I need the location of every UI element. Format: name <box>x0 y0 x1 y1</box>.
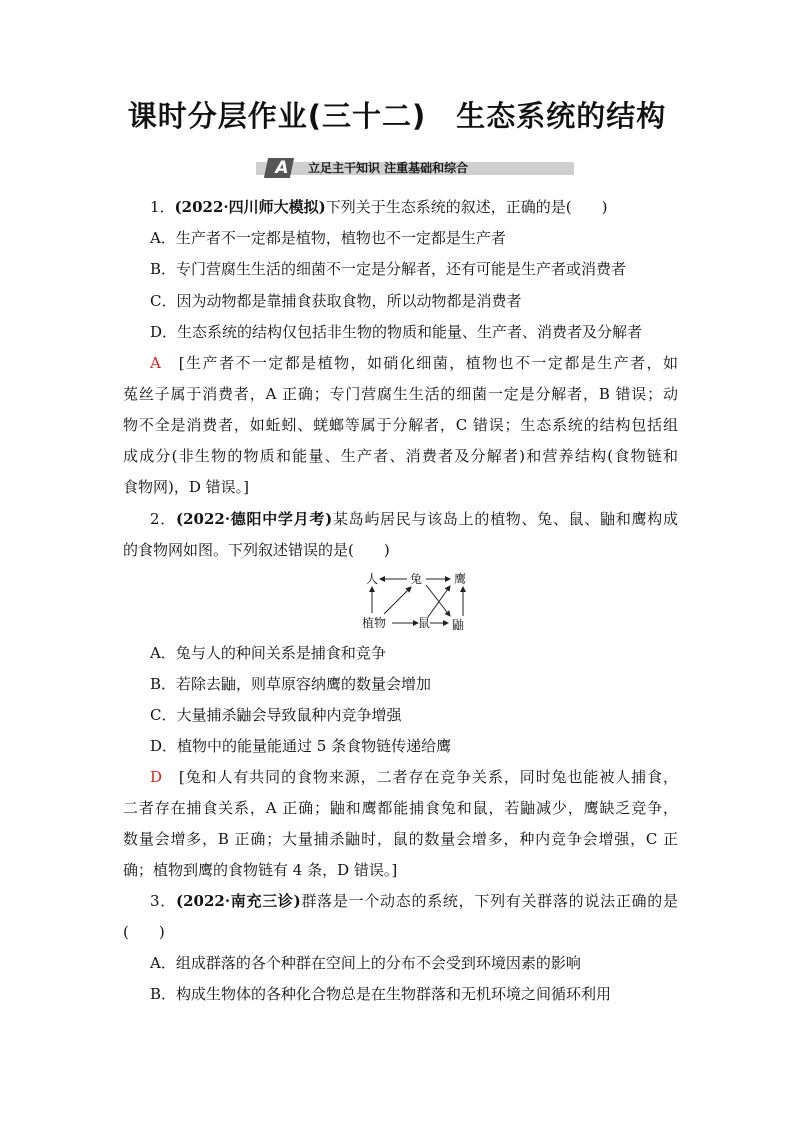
q1-explanation-line: 食物网)，D 错误。] <box>123 478 249 496</box>
banner-text: 立足主干知识 注重基础和综合 <box>308 161 469 175</box>
q1-explanation-line: 物不全是消费者，如蚯蚓、蜣螂等属于分解者，C 错误；生态系统的结构包括组 <box>123 416 678 434</box>
node-weasel: 鼬 <box>452 618 465 632</box>
q3-source: (2022·南充三诊) <box>175 892 301 910</box>
q1-stem: 1．(2022·四川师大模拟)下列关于生态系统的叙述，正确的是( ) <box>150 198 608 216</box>
q2-option-a: A．兔与人的种间关系是捕食和竞争 <box>150 644 386 662</box>
q2-option-d: D．植物中的能量能通过 5 条食物链传递给鹰 <box>150 737 452 755</box>
q2-stem: 2．(2022·德阳中学月考)某岛屿居民与该岛上的植物、兔、鼠、鼬和鹰构成 <box>150 510 678 528</box>
q2-stem-cont: 的食物网如图。下列叙述错误的是( ) <box>123 541 390 559</box>
food-web-diagram <box>362 570 470 632</box>
q1-explanation-line: 成成分(非生物的物质和能量、生产者、消费者及分解者)和营养结构(食物链和 <box>123 447 678 465</box>
node-human: 人 <box>366 572 379 586</box>
node-plant: 植物 <box>362 616 387 630</box>
q3-stem-cont: ( ) <box>123 923 165 941</box>
node-hawk: 鹰 <box>454 572 467 586</box>
q1-option-a: A．生产者不一定都是植物，植物也不一定都是生产者 <box>150 229 506 247</box>
q1-answer: A <box>150 354 161 372</box>
node-rabbit: 兔 <box>410 572 423 586</box>
q2-explanation-line: 二者存在捕食关系，A 正确；鼬和鹰都能捕食兔和鼠，若鼬减少，鹰缺乏竞争， <box>123 799 678 817</box>
section-banner <box>256 158 574 178</box>
q2-source: (2022·德阳中学月考) <box>175 510 333 528</box>
title-main: 课时分层作业(三十二) <box>127 99 427 133</box>
q3-stem: 3．(2022·南充三诊)群落是一个动态的系统，下列有关群落的说法正确的是 <box>150 892 678 910</box>
page-title <box>0 94 794 135</box>
title-topic: 生态系统的结构 <box>456 99 667 133</box>
q1-option-d: D．生态系统的结构仅包括非生物的物质和能量、生产者、消费者及分解者 <box>150 323 643 341</box>
q1-option-c: C．因为动物都是靠捕食获取食物，所以动物都是消费者 <box>150 292 522 310</box>
q1-explanation-line: 菟丝子属于消费者，A 正确；专门营腐生生活的细菌一定是分解者，B 错误；动 <box>123 385 678 403</box>
banner-letter: A <box>275 158 289 178</box>
q1-explanation-line: A [生产者不一定都是植物，如硝化细菌，植物也不一定都是生产者，如 <box>150 354 678 372</box>
q2-option-b: B．若除去鼬，则草原容纳鹰的数量会增加 <box>150 675 432 693</box>
q3-option-b: B．构成生物体的各种化合物总是在生物群落和无机环境之间循环利用 <box>150 985 612 1003</box>
q2-answer: D <box>150 768 163 786</box>
q1-source: (2022·四川师大模拟) <box>174 198 326 216</box>
q2-explanation-line: D [兔和人有共同的食物来源，二者存在竞争关系，同时兔也能被人捕食， <box>150 768 678 786</box>
node-mouse: 鼠 <box>418 616 431 630</box>
q3-option-a: A．组成群落的各个种群在空间上的分布不会受到环境因素的影响 <box>150 954 581 972</box>
q2-explanation-line: 数量会增多，B 正确；大量捕杀鼬时，鼠的数量会增多，种内竞争会增强，C 正 <box>123 830 678 848</box>
q2-option-c: C．大量捕杀鼬会导致鼠种内竞争增强 <box>150 706 402 724</box>
q1-option-b: B．专门营腐生生活的细菌不一定是分解者，还有可能是生产者或消费者 <box>150 260 627 278</box>
q2-explanation-line: 确；植物到鹰的食物链有 4 条，D 错误。] <box>123 861 398 879</box>
